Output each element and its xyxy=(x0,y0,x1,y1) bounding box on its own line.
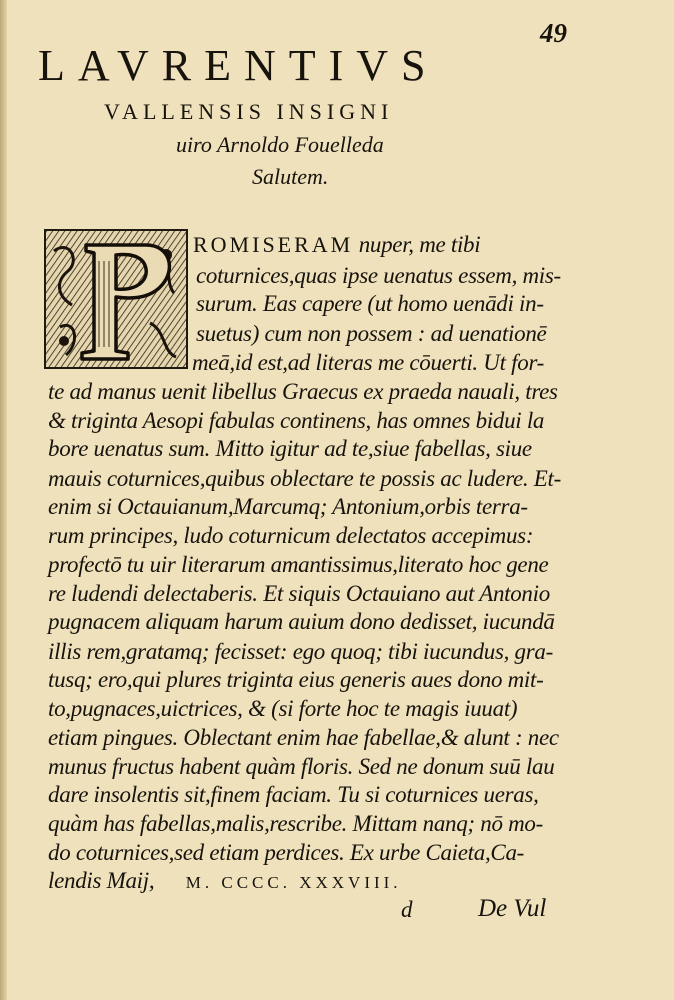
text-line-1 xyxy=(193,233,480,256)
text-line-2: coturnices,quas ipse uenatus essem, mis- xyxy=(196,263,561,288)
opening-line-rest: nuper, me tibi xyxy=(353,232,481,257)
text-line-5: meā,id est,ad literas me cōuerti. Ut for- xyxy=(192,350,544,375)
text-line-6: te ad manus uenit libellus Graecus ex praeda nauali, tres xyxy=(48,379,558,404)
text-line-19: munus fructus habent quàm floris. Sed ne donum suū lau xyxy=(48,754,555,779)
page-edge-shadow xyxy=(0,0,7,1000)
text-line-3: surum. Eas capere (ut homo uenādi in- xyxy=(196,291,544,316)
decorated-initial-p-icon xyxy=(46,231,186,367)
text-line-18: etiam pingues. Oblectant enim hae fabellae,& alunt : nec xyxy=(48,725,559,750)
text-line-17: to,pugnaces,uictrices, & (si forte hoc te magis iuuat) xyxy=(48,696,518,721)
text-line-7: & triginta Aesopi fabulas continens, has omnes bidui la xyxy=(48,408,545,433)
signature-mark: d xyxy=(401,897,413,922)
text-line-20: dare insolentis sit,finem faciam. Tu si coturnices ueras, xyxy=(48,782,539,807)
text-line-10: enim si Octauianum,Marcumq; Antonium,orbis terra- xyxy=(48,494,528,519)
text-line-13: re ludendi delectaberis. Et siquis Octauiano aut Antonio xyxy=(48,581,550,606)
text-line-16: tusq; ero,qui plures triginta eius generis aues dono mit- xyxy=(48,667,544,692)
decorated-initial xyxy=(44,229,188,369)
text-line-8: bore uenatus sum. Mitto igitur ad te,siue fabellas, siue xyxy=(48,436,532,461)
opening-word: ROMISERAM xyxy=(193,232,354,257)
text-line-12: profectō tu uir literarum amantissimus,literato hoc gene xyxy=(48,552,549,577)
title-subline: VALLENSIS INSIGNI xyxy=(104,99,394,124)
text-line-22: do coturnices,sed etiam perdices. Ex urbe Caieta,Ca- xyxy=(48,840,525,865)
text-line-9: mauis coturnices,quibus oblectare te possis ac ludere. Et- xyxy=(48,466,562,491)
text-line-15: illis rem,gratamq; fecisset: ego quoq; tibi iucundus, gra- xyxy=(48,639,553,664)
title-salutation: Salutem. xyxy=(252,164,329,189)
date-year-roman: M. CCCC. XXXVIII. xyxy=(185,873,402,892)
title-dedicatee: uiro Arnoldo Fouelleda xyxy=(176,132,384,157)
date-text: lendis Maij, xyxy=(48,868,155,893)
catchword: De Vul xyxy=(478,895,547,922)
date-line xyxy=(48,869,402,892)
text-line-4: suetus) cum non possem : ad uenationē xyxy=(196,321,547,346)
title-author: LAVRENTIVS xyxy=(38,41,439,90)
text-line-11: rum principes, ludo coturnicum delectatos accepimus: xyxy=(48,523,534,548)
text-line-14: pugnacem aliquam harum auium dono dedisset, iucundā xyxy=(48,609,555,634)
text-line-21: quàm has fabellas,malis,rescribe. Mittam nanq; nō mo- xyxy=(48,811,543,836)
page-number: 49 xyxy=(540,18,567,48)
